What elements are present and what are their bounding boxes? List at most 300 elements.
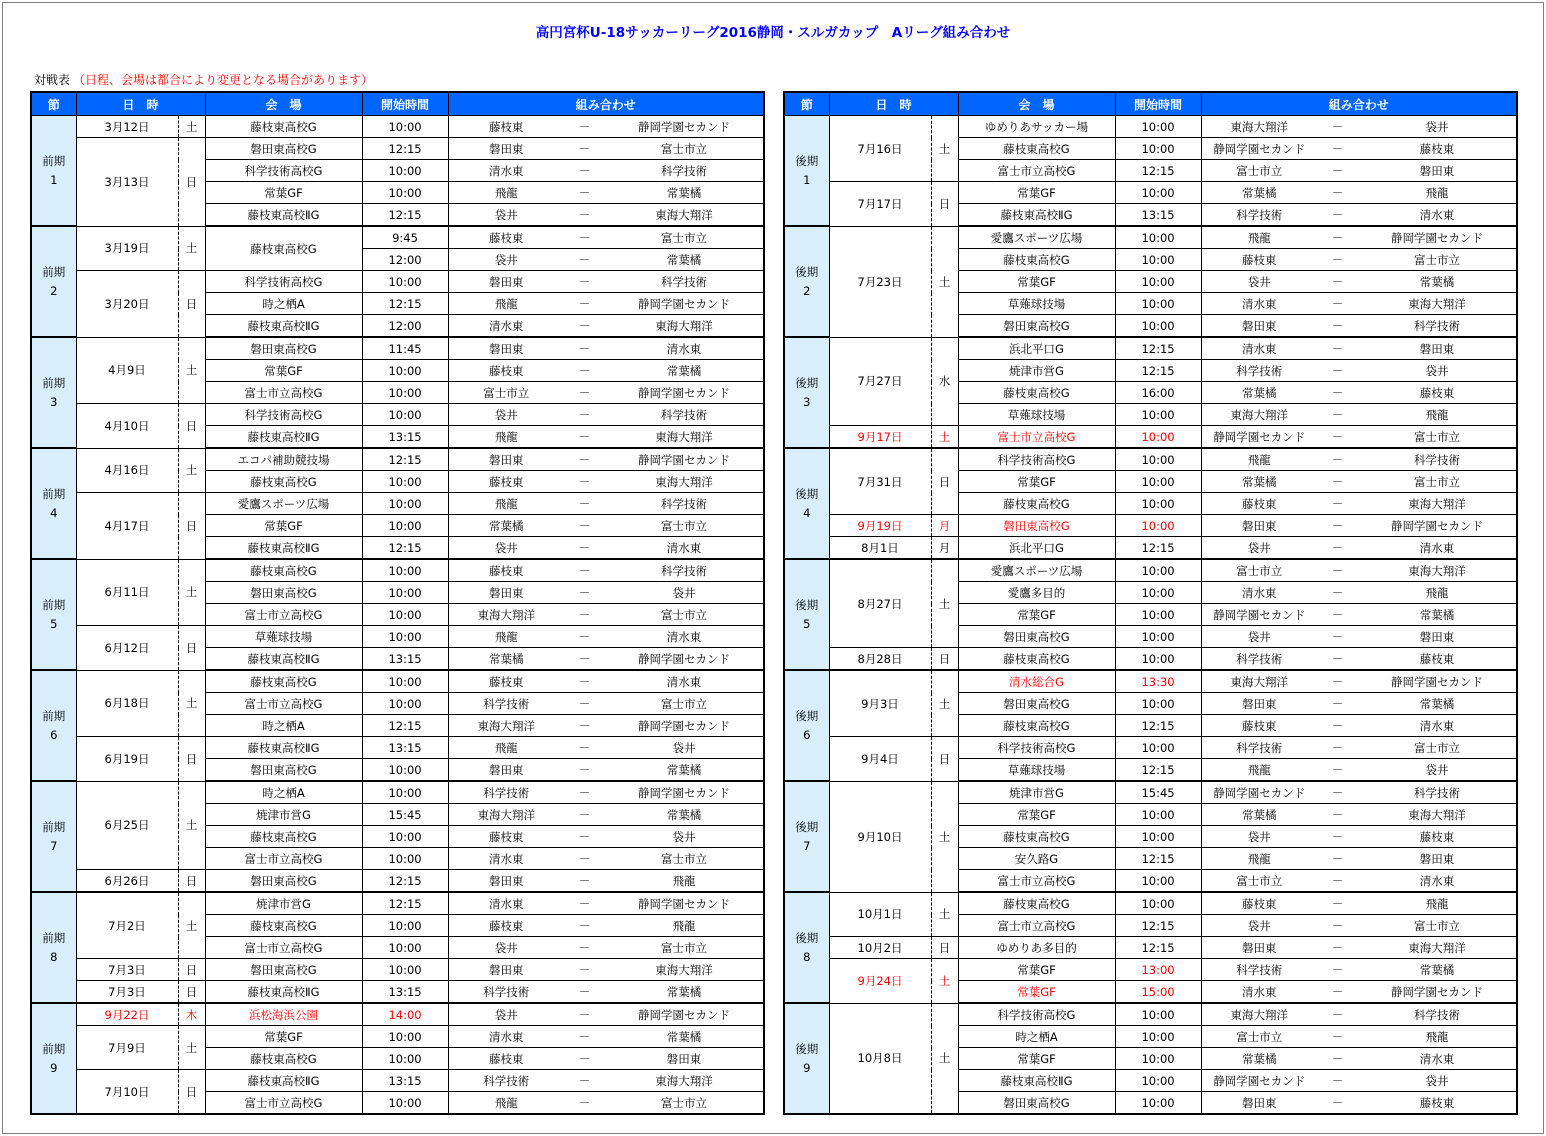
away-team: 静岡学園セカンド	[605, 382, 764, 404]
home-team: 富士市立	[1201, 1026, 1317, 1048]
home-team: 飛龍	[1201, 226, 1317, 249]
table-row	[31, 1003, 764, 1026]
match-date: 9月3日	[829, 670, 931, 737]
venue-cell: 磐田東高校G	[205, 582, 362, 604]
start-time-cell: 10:00	[1115, 804, 1201, 826]
match-weekday: 土	[178, 448, 205, 493]
away-team: 富士市立	[605, 226, 764, 249]
away-team: 磐田東	[1358, 848, 1517, 870]
venue-cell: 草薙球技場	[958, 293, 1115, 315]
match-date: 10月2日	[829, 937, 931, 959]
table-caption	[34, 71, 373, 88]
home-team: 静岡学園セカンド	[1201, 604, 1317, 626]
versus-dash: －	[1317, 1048, 1358, 1070]
table-row	[31, 271, 764, 293]
start-time-cell: 9:45	[362, 226, 448, 249]
home-team: 清水東	[448, 1026, 564, 1048]
home-team: 清水東	[448, 892, 564, 915]
venue-cell: 常葉GF	[205, 360, 362, 382]
home-team: 藤枝東	[448, 826, 564, 848]
away-team: 静岡学園セカンド	[605, 448, 764, 471]
away-team: 富士市立	[605, 138, 764, 160]
away-team: 科学技術	[605, 493, 764, 515]
versus-dash: －	[564, 804, 605, 826]
away-team: 静岡学園セカンド	[1358, 515, 1517, 537]
home-team: 科学技術	[1201, 360, 1317, 382]
venue-cell: 藤枝東高校G	[205, 1048, 362, 1070]
venue-cell: 磐田東高校G	[958, 626, 1115, 648]
table-row	[784, 182, 1517, 204]
venue-cell: 藤枝東高校ⅡG	[205, 1070, 362, 1092]
versus-dash: －	[564, 515, 605, 537]
section-label: 後期	[795, 930, 819, 945]
venue-cell: 科学技術高校G	[958, 737, 1115, 759]
match-weekday: 土	[178, 892, 205, 959]
venue-cell: 富士市立高校G	[958, 915, 1115, 937]
home-team: 藤枝東	[1201, 892, 1317, 915]
versus-dash: －	[1317, 1092, 1358, 1115]
venue-cell: 藤枝東高校ⅡG	[205, 315, 362, 338]
away-team: 常葉橘	[1358, 959, 1517, 981]
match-date: 7月27日	[829, 337, 931, 426]
away-team: 科学技術	[1358, 781, 1517, 804]
start-time-cell: 10:00	[362, 670, 448, 693]
start-time-cell: 10:00	[1115, 182, 1201, 204]
away-team: 藤枝東	[1358, 826, 1517, 848]
venue-cell: 藤枝東高校G	[958, 715, 1115, 737]
home-team: 清水東	[448, 315, 564, 338]
versus-dash: －	[564, 981, 605, 1004]
venue-cell: 藤枝東高校G	[958, 493, 1115, 515]
section-number: 9	[803, 1060, 811, 1075]
venue-cell: 浜北平口G	[958, 537, 1115, 560]
home-team: 科学技術	[448, 981, 564, 1004]
venue-cell: 常葉GF	[958, 981, 1115, 1004]
match-date: 9月24日	[829, 959, 931, 1004]
section-label-cell	[784, 116, 829, 227]
venue-cell: 浜松海浜公園	[205, 1003, 362, 1026]
venue-cell: 科学技術高校G	[205, 160, 362, 182]
away-team: 常葉橘	[605, 182, 764, 204]
start-time-cell: 10:00	[1115, 892, 1201, 915]
start-time-cell: 10:00	[1115, 559, 1201, 582]
section-label-cell	[31, 892, 76, 1003]
versus-dash: －	[564, 759, 605, 782]
venue-cell: 常葉GF	[958, 471, 1115, 493]
section-number: 3	[50, 394, 58, 409]
home-team: 磐田東	[448, 959, 564, 981]
venue-cell: 時之栖A	[205, 293, 362, 315]
start-time-cell: 10:00	[1115, 404, 1201, 426]
away-team: 富士市立	[1358, 737, 1517, 759]
versus-dash: －	[564, 737, 605, 759]
versus-dash: －	[1317, 892, 1358, 915]
start-time-cell: 12:15	[362, 138, 448, 160]
venue-cell: 藤枝東高校ⅡG	[205, 537, 362, 560]
home-team: 磐田東	[448, 448, 564, 471]
venue-cell: 愛鷹多目的	[958, 582, 1115, 604]
home-team: 清水東	[1201, 293, 1317, 315]
start-time-cell: 10:00	[362, 1026, 448, 1048]
venue-cell: 藤枝東高校ⅡG	[958, 1070, 1115, 1092]
table-row	[784, 781, 1517, 804]
match-weekday: 日	[178, 870, 205, 893]
match-date: 3月13日	[76, 138, 178, 227]
start-time-cell: 10:00	[362, 693, 448, 715]
away-team: 東海大翔洋	[605, 315, 764, 338]
start-time-cell: 10:00	[362, 1092, 448, 1115]
away-team: 飛龍	[1358, 892, 1517, 915]
home-team: 常葉橘	[1201, 1048, 1317, 1070]
home-team: 袋井	[1201, 826, 1317, 848]
away-team: 袋井	[605, 737, 764, 759]
start-time-cell: 10:00	[1115, 249, 1201, 271]
section-label: 前期	[42, 486, 66, 501]
start-time-cell: 10:00	[1115, 226, 1201, 249]
home-team: 袋井	[1201, 626, 1317, 648]
start-time-cell: 14:00	[362, 1003, 448, 1026]
start-time-cell: 10:00	[362, 781, 448, 804]
home-team: 静岡学園セカンド	[1201, 138, 1317, 160]
away-team: 常葉橘	[1358, 271, 1517, 293]
start-time-cell: 12:00	[362, 249, 448, 271]
match-weekday: 日	[178, 271, 205, 338]
away-team: 静岡学園セカンド	[605, 1003, 764, 1026]
home-team: 富士市立	[1201, 870, 1317, 893]
section-label-cell	[784, 337, 829, 448]
versus-dash: －	[1317, 471, 1358, 493]
match-date: 8月27日	[829, 559, 931, 648]
schedule-table-first-half	[30, 91, 765, 1115]
home-team: 富士市立	[448, 382, 564, 404]
venue-cell: 愛鷹スポーツ広場	[205, 493, 362, 515]
home-team: 磐田東	[448, 337, 564, 360]
venue-cell: 富士市立高校G	[205, 382, 362, 404]
start-time-cell: 10:00	[362, 626, 448, 648]
start-time-cell: 10:00	[1115, 471, 1201, 493]
start-time-cell: 10:00	[362, 559, 448, 582]
start-time-cell: 15:45	[1115, 781, 1201, 804]
versus-dash: －	[564, 937, 605, 959]
match-weekday: 月	[931, 537, 958, 560]
versus-dash: －	[1317, 138, 1358, 160]
start-time-cell: 15:00	[1115, 981, 1201, 1004]
header-start: 開始時間	[362, 92, 448, 116]
header-venue: 会 場	[205, 92, 362, 116]
header-section: 節	[31, 92, 76, 116]
venue-cell: 藤枝東高校G	[205, 226, 362, 271]
section-label: 後期	[795, 819, 819, 834]
venue-cell: 常葉GF	[958, 271, 1115, 293]
versus-dash: －	[1317, 848, 1358, 870]
home-team: 藤枝東	[448, 471, 564, 493]
section-label-cell	[31, 781, 76, 892]
venue-cell: 常葉GF	[958, 604, 1115, 626]
venue-cell: 安久路G	[958, 848, 1115, 870]
table-row	[31, 870, 764, 893]
home-team: 科学技術	[1201, 648, 1317, 671]
home-team: 常葉橘	[448, 515, 564, 537]
start-time-cell: 10:00	[1115, 515, 1201, 537]
venue-cell: 藤枝東高校G	[205, 670, 362, 693]
section-number: 1	[803, 172, 811, 187]
venue-cell: 磐田東高校G	[205, 337, 362, 360]
section-label-cell	[31, 1003, 76, 1114]
match-date: 7月10日	[76, 1070, 178, 1115]
match-date: 10月8日	[829, 1003, 931, 1114]
header-matchup: 組み合わせ	[1201, 92, 1517, 116]
venue-cell: 磐田東高校G	[205, 759, 362, 782]
match-weekday: 土	[931, 226, 958, 337]
section-label-cell	[784, 448, 829, 559]
away-team: 袋井	[1358, 116, 1517, 138]
versus-dash: －	[564, 870, 605, 893]
section-label: 前期	[42, 153, 66, 168]
home-team: 常葉橘	[1201, 182, 1317, 204]
table-row	[784, 892, 1517, 915]
header-datetime: 日 時	[829, 92, 958, 116]
start-time-cell: 10:00	[362, 182, 448, 204]
match-date: 6月11日	[76, 559, 178, 626]
venue-cell: エコパ補助競技場	[205, 448, 362, 471]
start-time-cell: 10:00	[1115, 116, 1201, 138]
match-weekday: 土	[178, 670, 205, 737]
section-label-cell	[784, 1003, 829, 1114]
versus-dash: －	[564, 226, 605, 249]
start-time-cell: 10:00	[362, 160, 448, 182]
home-team: 藤枝東	[1201, 249, 1317, 271]
table-row	[784, 670, 1517, 693]
venue-cell: 常葉GF	[958, 804, 1115, 826]
match-date: 9月17日	[829, 426, 931, 449]
home-team: 常葉橘	[1201, 382, 1317, 404]
home-team: 科学技術	[448, 781, 564, 804]
home-team: 磐田東	[448, 759, 564, 782]
match-date: 6月25日	[76, 781, 178, 870]
match-date: 9月10日	[829, 781, 931, 892]
match-weekday: 土	[178, 226, 205, 271]
home-team: 藤枝東	[1201, 715, 1317, 737]
away-team: 袋井	[1358, 1070, 1517, 1092]
start-time-cell: 10:00	[1115, 582, 1201, 604]
away-team: 静岡学園セカンド	[605, 648, 764, 671]
table-row	[31, 138, 764, 160]
away-team: 静岡学園セカンド	[605, 892, 764, 915]
section-label-cell	[31, 226, 76, 337]
versus-dash: －	[1317, 315, 1358, 338]
home-team: 袋井	[448, 1003, 564, 1026]
away-team: 東海大翔洋	[605, 204, 764, 227]
versus-dash: －	[564, 848, 605, 870]
versus-dash: －	[564, 826, 605, 848]
section-number: 8	[50, 949, 58, 964]
match-weekday: 日	[178, 1070, 205, 1115]
away-team: 常葉橘	[1358, 604, 1517, 626]
away-team: 清水東	[605, 537, 764, 560]
table-row	[31, 116, 764, 138]
versus-dash: －	[1317, 604, 1358, 626]
away-team: 飛龍	[605, 915, 764, 937]
away-team: 東海大翔洋	[1358, 804, 1517, 826]
home-team: 東海大翔洋	[1201, 670, 1317, 693]
versus-dash: －	[564, 537, 605, 560]
venue-cell: 磐田東高校G	[205, 138, 362, 160]
away-team: 静岡学園セカンド	[605, 293, 764, 315]
table-row	[31, 959, 764, 981]
home-team: 磐田東	[448, 582, 564, 604]
home-team: 飛龍	[448, 426, 564, 449]
home-team: 飛龍	[448, 737, 564, 759]
table-row	[31, 1070, 764, 1092]
table-row	[784, 337, 1517, 360]
start-time-cell: 13:30	[1115, 670, 1201, 693]
versus-dash: －	[564, 426, 605, 449]
match-weekday: 日	[931, 448, 958, 515]
start-time-cell: 10:00	[1115, 493, 1201, 515]
match-date: 8月28日	[829, 648, 931, 671]
away-team: 科学技術	[605, 404, 764, 426]
venue-cell: 科学技術高校G	[205, 271, 362, 293]
away-team: 飛龍	[1358, 1026, 1517, 1048]
home-team: 磐田東	[1201, 515, 1317, 537]
header-matchup: 組み合わせ	[448, 92, 764, 116]
match-weekday: 水	[931, 337, 958, 426]
start-time-cell: 13:15	[1115, 204, 1201, 227]
versus-dash: －	[564, 160, 605, 182]
match-weekday: 日	[178, 959, 205, 981]
match-weekday: 日	[931, 182, 958, 227]
versus-dash: －	[1317, 759, 1358, 782]
versus-dash: －	[564, 1026, 605, 1048]
caption-label: 対戦表	[34, 73, 71, 87]
section-label: 後期	[795, 597, 819, 612]
section-label: 後期	[795, 708, 819, 723]
away-team: 東海大翔洋	[1358, 559, 1517, 582]
venue-cell: 常葉GF	[958, 1048, 1115, 1070]
home-team: 袋井	[1201, 537, 1317, 560]
versus-dash: －	[564, 604, 605, 626]
away-team: 静岡学園セカンド	[1358, 226, 1517, 249]
match-weekday: 日	[931, 648, 958, 671]
match-date: 7月3日	[76, 959, 178, 981]
start-time-cell: 10:00	[362, 471, 448, 493]
away-team: 常葉橘	[1358, 693, 1517, 715]
start-time-cell: 12:15	[362, 448, 448, 471]
start-time-cell: 10:00	[362, 915, 448, 937]
versus-dash: －	[1317, 693, 1358, 715]
away-team: 清水東	[605, 337, 764, 360]
match-date: 9月4日	[829, 737, 931, 782]
home-team: 袋井	[448, 249, 564, 271]
match-date: 3月12日	[76, 116, 178, 138]
versus-dash: －	[564, 182, 605, 204]
match-weekday: 土	[931, 116, 958, 182]
away-team: 藤枝東	[1358, 1092, 1517, 1115]
home-team: 藤枝東	[448, 559, 564, 582]
home-team: 袋井	[448, 404, 564, 426]
venue-cell: 常葉GF	[205, 1026, 362, 1048]
section-number: 5	[50, 616, 58, 631]
away-team: 科学技術	[605, 559, 764, 582]
section-label-cell	[784, 226, 829, 337]
table-row	[31, 559, 764, 582]
home-team: 飛龍	[1201, 759, 1317, 782]
away-team: 静岡学園セカンド	[1358, 670, 1517, 693]
page-title: 高円宮杯U-18サッカーリーグ2016静岡・スルガカップ Aリーグ組み合わせ	[535, 25, 1011, 41]
venue-cell: 草薙球技場	[958, 404, 1115, 426]
section-label: 前期	[42, 930, 66, 945]
away-team: 科学技術	[1358, 315, 1517, 338]
start-time-cell: 10:00	[362, 848, 448, 870]
header-row	[784, 92, 1517, 116]
away-team: 静岡学園セカンド	[605, 715, 764, 737]
match-weekday: 日	[178, 404, 205, 449]
home-team: 常葉橘	[1201, 804, 1317, 826]
venue-cell: 藤枝東高校ⅡG	[205, 981, 362, 1004]
table-row	[784, 426, 1517, 449]
home-team: 飛龍	[1201, 848, 1317, 870]
section-number: 9	[50, 1060, 58, 1075]
venue-cell: 富士市立高校G	[958, 870, 1115, 893]
start-time-cell: 10:00	[1115, 293, 1201, 315]
away-team: 東海大翔洋	[605, 471, 764, 493]
start-time-cell: 10:00	[1115, 1026, 1201, 1048]
venue-cell: 常葉GF	[958, 182, 1115, 204]
start-time-cell: 10:00	[1115, 870, 1201, 893]
home-team: 静岡学園セカンド	[1201, 781, 1317, 804]
venue-cell: 富士市立高校G	[205, 693, 362, 715]
start-time-cell: 10:00	[1115, 1003, 1201, 1026]
start-time-cell: 10:00	[362, 382, 448, 404]
versus-dash: －	[1317, 426, 1358, 449]
away-team: 清水東	[1358, 870, 1517, 893]
versus-dash: －	[564, 448, 605, 471]
table-row	[31, 781, 764, 804]
match-date: 6月18日	[76, 670, 178, 737]
venue-cell: 磐田東高校G	[958, 515, 1115, 537]
home-team: 磐田東	[448, 138, 564, 160]
venue-cell: 常葉GF	[205, 182, 362, 204]
start-time-cell: 10:00	[362, 826, 448, 848]
away-team: 富士市立	[605, 604, 764, 626]
versus-dash: －	[564, 249, 605, 271]
home-team: 藤枝東	[448, 915, 564, 937]
versus-dash: －	[564, 626, 605, 648]
section-label-cell	[784, 559, 829, 670]
versus-dash: －	[1317, 826, 1358, 848]
versus-dash: －	[1317, 226, 1358, 249]
match-weekday: 土	[931, 781, 958, 892]
match-date: 3月20日	[76, 271, 178, 338]
header-section: 節	[784, 92, 829, 116]
home-team: 袋井	[448, 537, 564, 560]
away-team: 科学技術	[1358, 448, 1517, 471]
table-row	[31, 404, 764, 426]
away-team: 富士市立	[1358, 915, 1517, 937]
venue-cell: 愛鷹スポーツ広場	[958, 559, 1115, 582]
venue-cell: 富士市立高校G	[205, 1092, 362, 1115]
versus-dash: －	[1317, 116, 1358, 138]
versus-dash: －	[1317, 937, 1358, 959]
start-time-cell: 12:15	[1115, 715, 1201, 737]
versus-dash: －	[564, 138, 605, 160]
versus-dash: －	[1317, 648, 1358, 671]
venue-cell: 磐田東高校G	[958, 1092, 1115, 1115]
away-team: 藤枝東	[1358, 648, 1517, 671]
versus-dash: －	[1317, 715, 1358, 737]
venue-cell: 藤枝東高校ⅡG	[958, 204, 1115, 227]
section-number: 4	[803, 505, 811, 520]
